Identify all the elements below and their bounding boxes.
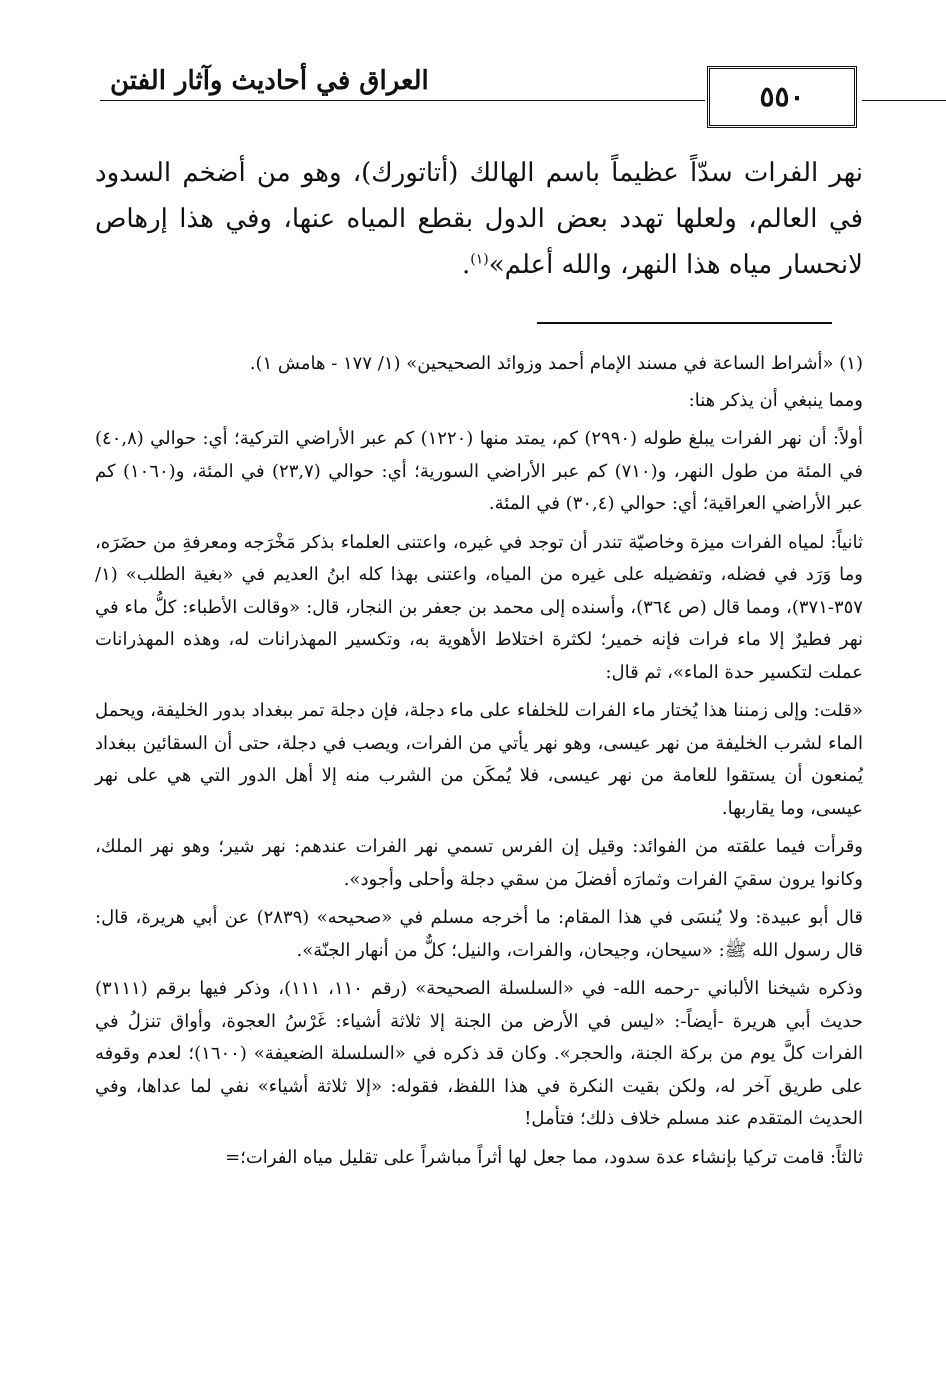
footnote-paragraph-abu-ubaida: قال أبو عبيدة: ولا يُنسَى في هذا المقام: ما أخرجه مسلم في «صحيحه» (٢٨٣٩) عن أبي هريرة، قال: قال رسول الله ﷺ: «سيحان، وجيحان، والفرات، والنيل؛ كلٌّ من أنهار الجنّة».: [95, 907, 863, 961]
running-header: [90, 62, 860, 132]
book-title: العراق في أحاديث وآثار الفتن: [110, 66, 429, 96]
footnote-paragraph-quote: «قلت: وإلى زمننا هذا يُختار ماء الفرات للخلفاء على ماء دجلة، فإن دجلة تمر ببغداد بدور الخليفة، ويحمل الماء لشرب الخليفة من نهر عيسى، وهو نهر يأتي من الفرات، ويصب في دجلة، حتى أن السقائين ببغداد يُمنعون أن يستقوا للعامة من نهر عيسى، فلا يُمكَن من الشرب منه إلا أهل الدور التي هي على نهر عيسى، وما يقاربها.: [95, 700, 863, 819]
footnote-paragraph-albani: وذكره شيخنا الألباني -رحمه الله- في «السلسلة الصحيحة» (رقم ١١٠، ١١١)، وذكر فيها برقم (٣١١١) حديث أبي هريرة -أيضاً-: «ليس في الأرض من الجنة إلا ثلاثة أشياء: غَرْسُ العجوة، وأواق تنزلُ في الفرات كلَّ يوم من بركة الجنة، والحجر». وكان قد ذكره في «السلسلة الضعيفة» (١٦٠٠)؛ لعدم وقوفه على طريق آخر له، ولكن بقيت النكرة في هذا اللفظ، فقوله: «إلا ثلاثة أشياء» نفي لما عداها، وفي الحديث المتقدم عند مسلم خلاف ذلك؛ فتأمل!: [95, 978, 864, 1129]
footnote-paragraph-quote-end: وقرأت فيما علقته من الفوائد: وقيل إن الفرس تسمي نهر الفرات عندهم: نهر شير؛ وهو نهر الملك، وكانوا يرون سقيَ الفرات وثمارَه أفضلَ من سقي دجلة وأحلى وأجود».: [95, 836, 863, 890]
header-rule-left: [100, 100, 705, 101]
main-paragraph-end: .: [462, 250, 471, 280]
footnote-divider: [537, 322, 832, 324]
main-paragraph: [95, 150, 863, 288]
footnote-reference: (١): [470, 251, 489, 268]
footnote-1: (١) «أشراط الساعة في مسند الإمام أحمد وزوائد الصحيحين» (١/ ١٧٧ - هامش ١).: [249, 353, 863, 374]
footnote-paragraph-third: ثالثاً: قامت تركيا بإنشاء عدة سدود، مما جعل لها أثراً مباشراً على تقليل مياه الفرات؛=: [225, 1146, 863, 1168]
footnotes: [95, 348, 863, 1175]
footnote-intro: ومما ينبغي أن يذكر هنا:: [688, 389, 863, 411]
footnote-paragraph-second: ثانياً: لمياه الفرات ميزة وخاصيّة تندر أن توجد في غيره، واعتنى العلماء بذكر مَخْرَجه ومعرفةِ من حضَرَه، وما وَرَد في فضله، وتفضيله على غيره من المياه، واعتنى بهذا كله ابنُ العديم في «بغية الطلب» (١/ ٣٥٧-٣٧١)، ومما قال (ص ٣٦٤)، وأسنده إلى محمد بن جعفر بن النجار، قال: «وقالت الأطباء: كلُّ ماء في نهر فطيرٌ إلا ماء فرات فإنه خمير؛ لكثرة اختلاط الأهوية به، وتكسير المهذرانات له، وهذه المهذرانات عملت لتكسير حدة الماء»، ثم قال:: [95, 531, 863, 683]
page-number: ٥٥٠: [707, 66, 857, 128]
header-rule-right: [862, 100, 946, 101]
main-paragraph-text: نهر الفرات سدّاً عظيماً باسم الهالك (أتاتورك)، وهو من أضخم السدود في العالم، ولعلها تهدد بعض الدول بقطع المياه عنها، وفي هذا إرهاص لانحسار مياه هذا النهر، والله أعلم»: [95, 158, 863, 280]
footnote-paragraph-first: أولاً: أن نهر الفرات يبلغ طوله (٢٩٩٠) كم، يمتد منها (١٢٢٠) كم عبر الأراضي التركية؛ أي: حوالي (٤٠,٨) في المئة من طول النهر، و(٧١٠) كم عبر الأراضي السورية؛ أي: حوالي (٢٣,٧) في المئة، و(١٠٦٠) كم عبر الأراضي العراقية؛ أي: حوالي (٣٠,٤) في المئة.: [95, 428, 864, 514]
main-text: [95, 150, 863, 288]
